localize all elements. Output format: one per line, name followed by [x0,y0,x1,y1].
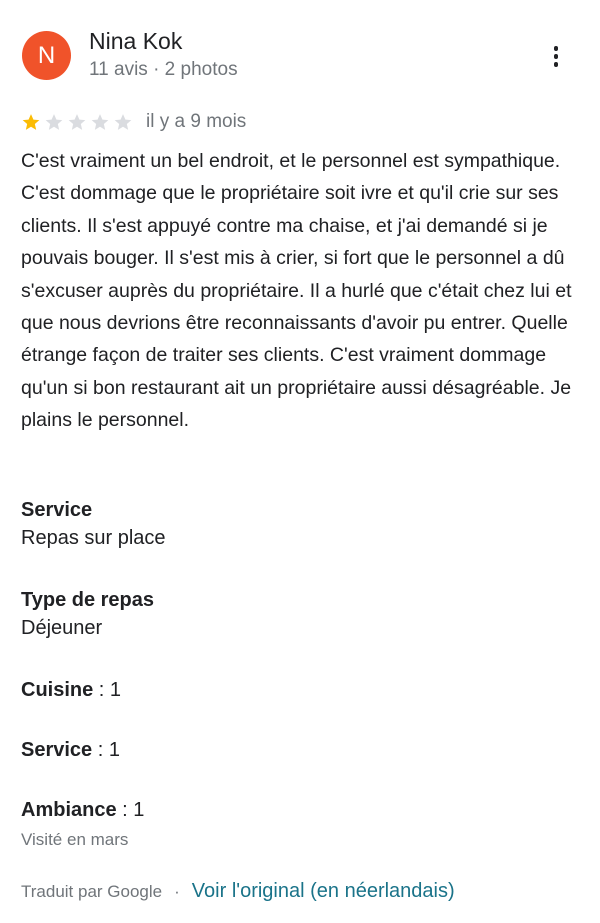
sub-rating-food [21,677,581,703]
sub-rating-food-label: Cuisine [21,679,94,701]
attribute-meal-type [21,587,581,643]
author-name[interactable]: Nina Kok [89,28,183,54]
star-filled-icon [21,112,41,132]
sub-rating-ambiance-label: Ambiance [21,799,117,821]
sub-rating-ambiance [21,797,581,823]
translated-by-label: Traduit par Google [21,881,163,901]
rating-row [21,109,246,135]
sub-rating-food-value: : 1 [93,679,122,701]
review-header [22,30,578,86]
more-options-icon[interactable] [552,46,560,70]
sub-rating-service-value: : 1 [92,739,120,761]
attribute-meal-type-value: Déjeuner [21,617,103,639]
attribute-meal-type-label: Type de repas [21,589,155,611]
star-empty-icon [90,112,110,132]
translation-footer [21,880,455,903]
sub-rating-service-label: Service [21,739,93,761]
attribute-service-value: Repas sur place [21,527,166,549]
review-time: il y a 9 mois [146,111,247,132]
star-empty-icon [44,112,64,132]
attribute-service [21,497,581,553]
star-empty-icon [113,112,133,132]
author-meta: 11 avis · 2 photos [89,59,238,80]
star-rating [21,112,136,132]
sub-rating-ambiance-value: : 1 [116,799,145,821]
sub-rating-service [21,737,581,763]
footer-separator: · [174,881,180,901]
avatar[interactable]: N [22,31,71,80]
review-text: C'est vraiment un bel endroit, et le personnel est sympathique. C'est dommage que le propriétaire soit ivre et qu'il crie sur ses clients. Il s'est appuyé contre ma chaise, et j'ai demandé si je pouvais bouger. Il s'est mis à crier, si fort que le personnel a dû s'excuser auprès du propriétaire. Il a hurlé que c'était chez lui et que nous devrions être reconnaissants d'avoir pu entrer. Quelle étrange façon de traiter ses clients. C'est vraiment dommage qu'un si bon restaurant ait un propriétaire aussi désagréable. Je plains le personnel. [21,150,572,432]
view-original-link[interactable]: Voir l'original (en néerlandais) [191,880,455,902]
attribute-service-label: Service [21,499,93,521]
visit-date: Visité en mars [21,830,129,849]
star-empty-icon [67,112,87,132]
